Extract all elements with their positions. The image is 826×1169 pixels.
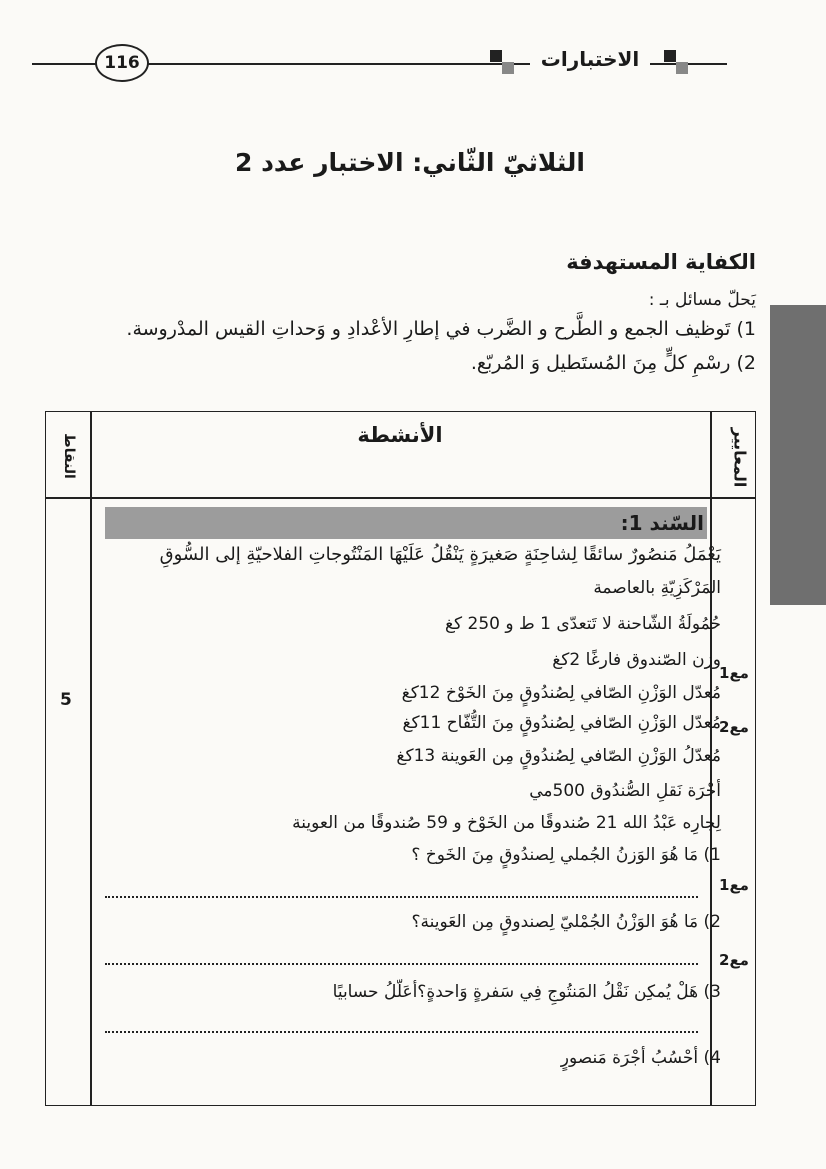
criterion-label: مع1: [719, 664, 749, 682]
decor-square: [676, 62, 688, 74]
question: 1) مَا هُوَ الوَزنُ الجُملي لِصندُوقٍ مِنَ الخَوخ ؟: [411, 845, 721, 865]
decor-square: [502, 62, 514, 74]
context-line: مُعدّلُ الوَزْنِ الصّافي لِصُندُوقٍ مِن العَوينة 13كغ: [396, 746, 721, 766]
side-tab: [770, 305, 826, 605]
competency-item: 2) رسْمِ كلٍّ مِنَ المُستَطيل وَ المُربّع.: [470, 352, 756, 374]
table-divider: [90, 411, 92, 1106]
context-line: حُمُولَةُ الشّاحنة لا تَتعدّى 1 ط و 250 كغ: [444, 614, 721, 634]
page-number: 116: [95, 44, 149, 82]
sanad-label: السّند 1:: [620, 511, 704, 535]
decor-square: [664, 50, 676, 62]
question: 4) أحْسُبُ أجْرَة مَنصورٍ: [560, 1048, 721, 1068]
context-line: وزن الصّندوق فارغًا 2كغ: [552, 650, 721, 670]
context-line: المَرْكَزِيّةِ بالعاصمة: [593, 578, 721, 598]
answer-line[interactable]: [105, 962, 698, 965]
context-line: مُعدّل الوَزْنِ الصّافي لِصُندُوقٍ مِنَ الخَوْخ 12كغ: [401, 683, 721, 703]
column-header-criteria: المعايير: [730, 427, 750, 488]
points-value: 5: [60, 690, 72, 710]
criterion-label: مع2: [719, 718, 749, 736]
column-header-points: النقاط: [61, 433, 77, 479]
context-line: لِجارِه عَبْدُ الله 21 صُندوقًا من الخَوْخ و 59 صُندوقًا من العوينة: [292, 813, 721, 833]
competency-item: 1) تَوظيف الجمع و الطَّرح و الضَّرب في إطارِ الأعْدادِ و وَحداتِ القيس المدْروسة.: [126, 318, 756, 340]
section-title: الاختبارات: [530, 44, 650, 74]
table-divider: [45, 497, 756, 499]
sanad-highlight: [105, 507, 707, 539]
question: 3) هَلْ يُمكِن نَقْلُ المَنتُوجِ فِي سَفرةٍ وَاحدةٍ؟أعَلّلُ حسابيًا: [332, 982, 721, 1002]
criterion-label: مع1: [719, 876, 749, 894]
answer-line[interactable]: [105, 1030, 698, 1033]
answer-line[interactable]: [105, 895, 698, 898]
context-line: أجْرَة نَقلِ الصُّندُوق 500مي: [529, 781, 721, 801]
column-header-activities: الأنشطة: [357, 423, 443, 447]
competency-heading: الكفاية المستهدفة: [566, 250, 756, 274]
competency-intro: يَحلّ مسائل بـ :: [648, 290, 756, 310]
context-line: يَعْمَلُ مَنصُورٌ سائقًا لِشاحِنَةٍ صَغيرَةٍ يَنْقُلُ عَلَيْهَا المَنْتُوجاتِ الفلاحيّةِ إلى السُّوقِ: [159, 544, 721, 565]
decor-square: [490, 50, 502, 62]
question: 2) مَا هُوَ الوَزْنُ الجُمْليّ لِصندوقٍ مِن العَوينة؟: [411, 912, 721, 932]
page-title: الثلاثيّ الثّاني: الاختبار عدد 2: [234, 148, 585, 177]
context-line: مُعدّل الوَزْنِ الصّافي لِصُندُوقٍ مِنَ التُّفّاح 11كغ: [402, 713, 721, 733]
criterion-label: مع2: [719, 951, 749, 969]
